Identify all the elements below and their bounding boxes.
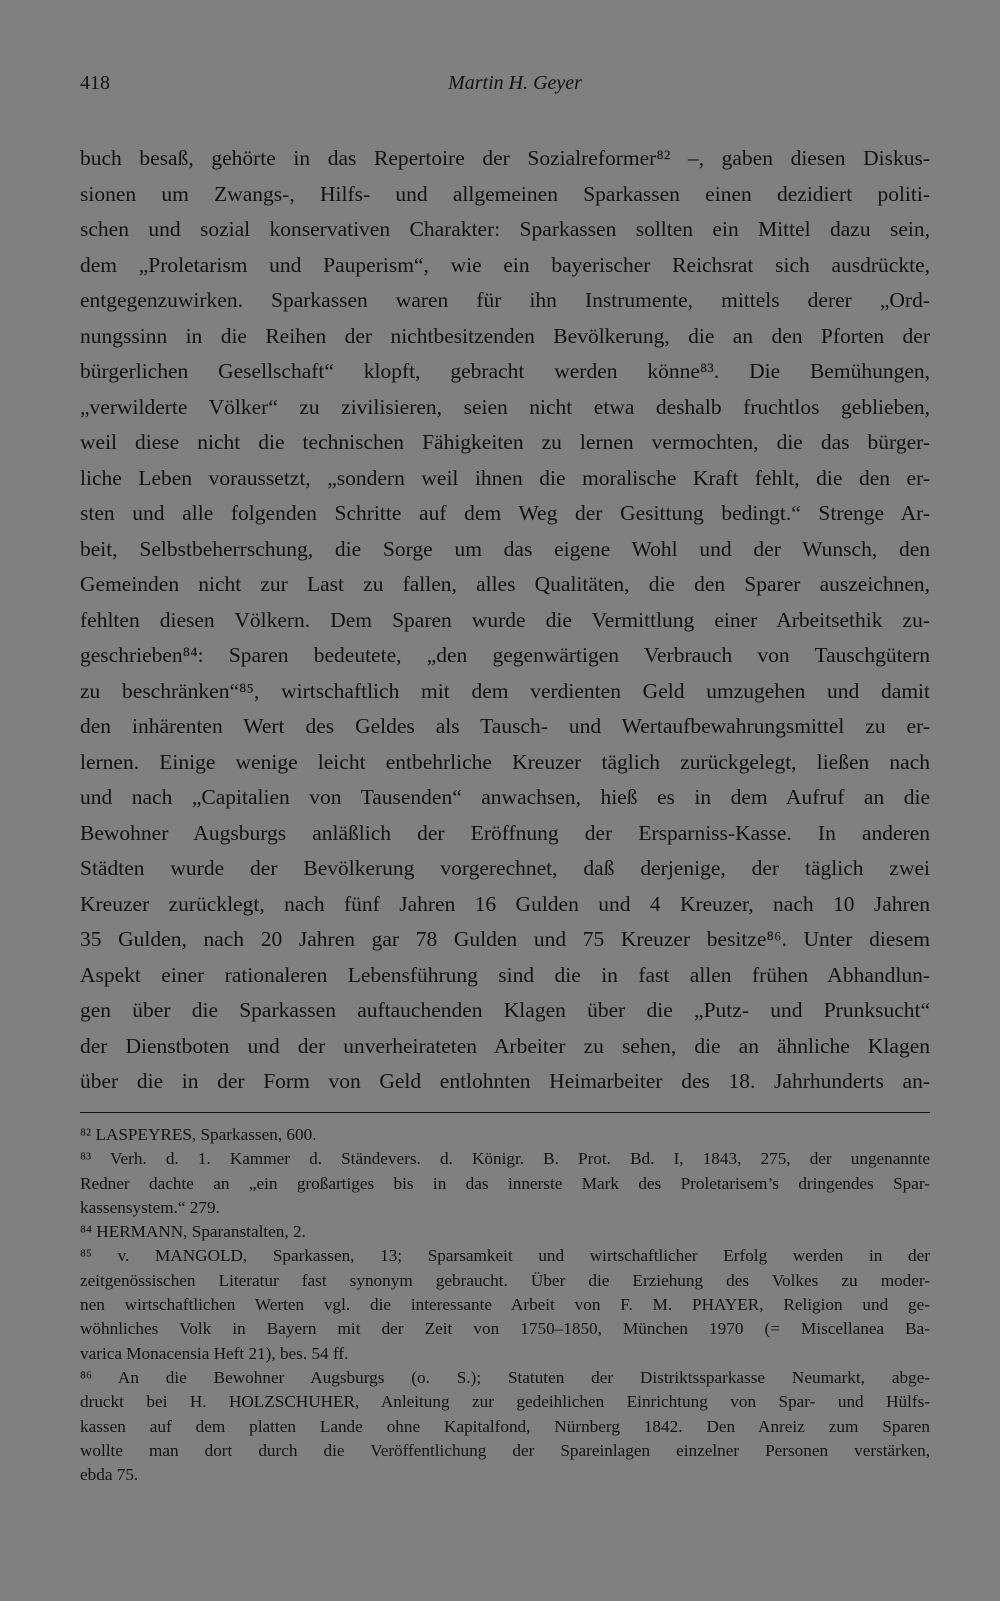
text-line: gen über die Sparkassen auftauchenden Klagen über die „Putz- und Prunksucht“	[80, 998, 930, 1022]
footnote-line: druckt bei H. HOLZSCHUHER, Anleitung zur gedeihlichen Einrichtung von Spar- und Hülfs-	[80, 1392, 930, 1412]
footnote-line: kassensystem.“ 279.	[80, 1197, 220, 1217]
footnote-line: kassen auf dem platten Lande ohne Kapitalfond, Nürnberg 1842. Den Anreiz zum Sparen	[80, 1416, 930, 1436]
text-line: Bewohner Augsburgs anläßlich der Eröffnung der Ersparniss-Kasse. In anderen	[80, 820, 930, 845]
page-header	[80, 72, 910, 104]
text-line: schen und sozial konservativen Charakter: Sparkassen sollten ein Mittel dazu sein,	[80, 217, 930, 241]
footnote-line: ⁸⁴ HERMANN, Sparanstalten, 2.	[80, 1222, 306, 1242]
text-line: „verwilderte Völker“ zu zivilisieren, seien nicht etwa deshalb fruchtlos geblieben,	[80, 394, 930, 419]
page-number: 418	[80, 72, 110, 94]
text-line: buch besaß, gehörte in das Repertoire der Sozialreformer⁸² –, gaben diesen Diskus-	[80, 146, 930, 170]
text-line: 35 Gulden, nach 20 Jahren gar 78 Gulden und 75 Kreuzer besitze⁸⁶. Unter diesem	[80, 927, 930, 951]
footnote-line: ⁸⁵ v. MANGOLD, Sparkassen, 13; Sparsamkeit und wirtschaftlicher Erfolg werden in der	[80, 1246, 930, 1266]
text-line: Gemeinden nicht zur Last zu fallen, alles Qualitäten, die den Sparer auszeichnen,	[80, 572, 930, 596]
text-line: den inhärenten Wert des Geldes als Tausch- und Wertaufbewahrungsmittel zu er-	[80, 714, 930, 738]
text-line: beit, Selbstbeherrschung, die Sorge um das eigene Wohl und der Wunsch, den	[80, 536, 930, 561]
text-line: geschrieben⁸⁴: Sparen bedeutete, „den gegenwärtigen Verbrauch von Tauschgütern	[80, 643, 930, 667]
footnote-line: varica Monacensia Heft 21), bes. 54 ff.	[80, 1343, 349, 1363]
footnote-line: Redner dachte an „ein großartiges bis in das innerste Mark des Proletarisem’s dringendes Spar-	[80, 1173, 930, 1193]
footnote-line: wollte man dort durch die Veröffentlichung der Spareinlagen einzelner Personen verstärken,	[80, 1440, 930, 1460]
footnote-line: ⁸³ Verh. d. 1. Kammer d. Ständevers. d. Königr. B. Prot. Bd. I, 1843, 275, der ungenannte	[80, 1149, 930, 1169]
text-line: Aspekt einer rationaleren Lebensführung sind die in fast allen frühen Abhandlun-	[80, 962, 930, 987]
text-line: Städten wurde der Bevölkerung vorgerechnet, daß derjenige, der täglich zwei	[80, 856, 930, 880]
running-head: Martin H. Geyer	[448, 72, 582, 94]
text-line: sionen um Zwangs-, Hilfs- und allgemeinen Sparkassen einen dezidiert politi-	[80, 181, 930, 206]
footnote-line: ebda 75.	[80, 1465, 139, 1485]
text-line: weil diese nicht die technischen Fähigkeiten zu lernen vermochten, die das bürger-	[80, 430, 930, 454]
text-line: über die in der Form von Geld entlohnten Heimarbeiter des 18. Jahrhunderts an-	[80, 1069, 930, 1093]
text-line: fehlten diesen Völkern. Dem Sparen wurde die Vermittlung einer Arbeitsethik zu-	[80, 607, 930, 632]
footnotes	[80, 1123, 930, 1487]
footnote-line: nen wirtschaftlichen Werten vgl. die interessante Arbeit von F. M. PHAYER, Religion und ge-	[80, 1295, 930, 1315]
text-line: lernen. Einige wenige leicht entbehrliche Kreuzer täglich zurückgelegt, ließen nach	[80, 749, 930, 774]
footnote-line: wöhnliches Volk in Bayern mit der Zeit von 1750–1850, München 1970 (= Miscellanea Ba-	[80, 1319, 930, 1339]
text-line: Kreuzer zurücklegt, nach fünf Jahren 16 Gulden und 4 Kreuzer, nach 10 Jahren	[80, 891, 930, 916]
footnote-rule	[80, 1112, 930, 1113]
text-line: nungssinn in die Reihen der nichtbesitzenden Bevölkerung, die an den Pforten der	[80, 323, 930, 348]
text-line: bürgerlichen Gesellschaft“ klopft, gebracht werden könne⁸³. Die Bemühungen,	[80, 359, 930, 383]
text-line: und nach „Capitalien von Tausenden“ anwachsen, hieß es in dem Aufruf an die	[80, 785, 930, 809]
text-line: entgegenzuwirken. Sparkassen waren für ihn Instrumente, mittels derer „Ord-	[80, 288, 930, 312]
footnote-line: ⁸⁶ An die Bewohner Augsburgs (o. S.); Statuten der Distriktssparkasse Neumarkt, abge-	[80, 1367, 930, 1387]
body-text	[80, 141, 930, 1100]
text-line: der Dienstboten und der unverheirateten Arbeiter zu sehen, die an ähnliche Klagen	[80, 1033, 930, 1058]
text-line: sten und alle folgenden Schritte auf dem Weg der Gesittung bedingt.“ Strenge Ar-	[80, 501, 930, 525]
text-line: dem „Proletarism und Pauperism“, wie ein bayerischer Reichsrat sich ausdrückte,	[80, 252, 930, 277]
text-line: liche Leben voraussetzt, „sondern weil ihnen die moralische Kraft fehlt, die den er-	[80, 465, 930, 490]
text-line: zu beschränken“⁸⁵, wirtschaftlich mit dem verdienten Geld umzugehen und damit	[80, 678, 930, 703]
footnote-line: ⁸² LASPEYRES, Sparkassen, 600.	[80, 1125, 317, 1144]
footnote-line: zeitgenössischen Literatur fast synonym gebraucht. Über die Erziehung des Volkes zu moder-	[80, 1270, 930, 1290]
